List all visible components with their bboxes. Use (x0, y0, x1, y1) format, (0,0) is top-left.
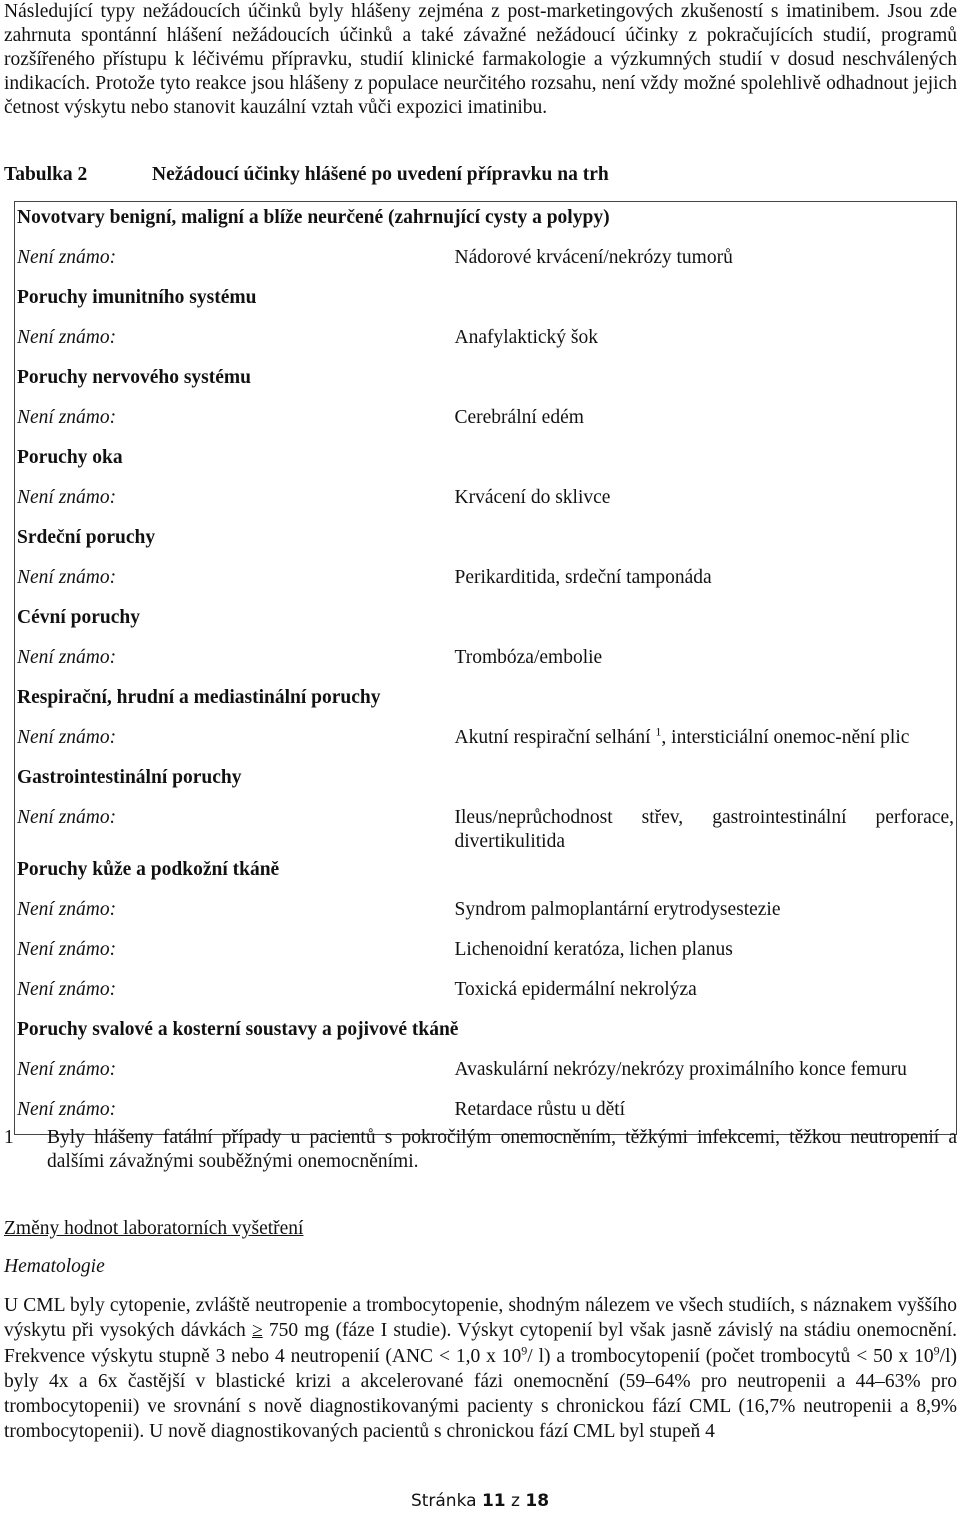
frequency-cell: Není známo: (17, 979, 117, 1000)
table-category-label: Cévní poruchy (17, 607, 140, 628)
table-row (15, 974, 957, 1014)
table-row (15, 562, 957, 602)
subsection-heading: Hematologie (4, 1256, 105, 1277)
effect-cell: Nádorové krvácení/nekrózy tumorů (454, 247, 733, 268)
effect-cell: Cerebrální edém (454, 407, 584, 428)
table-category-label: Poruchy nervového systému (17, 367, 251, 388)
frequency-cell: Není známo: (17, 567, 117, 588)
table-row (15, 934, 957, 974)
table-row (15, 1054, 957, 1094)
table-category-label: Gastrointestinální poruchy (17, 767, 242, 788)
page-number-total: 18 (525, 1491, 550, 1511)
table-row (15, 894, 957, 934)
frequency-cell: Není známo: (17, 1059, 117, 1080)
hematology-paragraph (4, 1293, 957, 1445)
page-number-prefix: Stránka (410, 1491, 477, 1511)
table-number: Tabulka 2 (4, 164, 88, 185)
effect-cell: Avaskulární nekrózy/nekrózy proximálního konce femuru (454, 1059, 907, 1080)
frequency-cell: Není známo: (17, 899, 117, 920)
table-row (15, 322, 957, 362)
table-category-row (15, 362, 957, 402)
table-category-label: Respirační, hrudní a mediastinální poruchy (17, 687, 381, 708)
effect-cell (453, 722, 957, 762)
table-category-row (15, 202, 957, 243)
table-row (15, 482, 957, 522)
frequency-cell: Není známo: (17, 1099, 117, 1120)
frequency-cell: Není známo: (17, 247, 117, 268)
table-caption (4, 163, 609, 187)
table-category-row (15, 522, 957, 562)
table-row (15, 402, 957, 442)
frequency-cell: Není známo: (17, 939, 117, 960)
body-text-1: U CML byly cytopenie, zvláště neutropenie a trombocytopenie, shodným nálezem ve všech studiích, s náznakem vyššího výskytu při vysokých dávkách (4, 1295, 957, 1342)
effect-text-continued: , intersticiální onemoc-nění plic (661, 727, 910, 748)
table-category-label: Novotvary benigní, maligní a blíže neurčené (zahrnující cysty a polypy) (17, 207, 610, 228)
body-sup-1: 9 (521, 1343, 528, 1358)
table-row (15, 642, 957, 682)
effect-cell: Syndrom palmoplantární erytrodysestezie (454, 899, 781, 920)
table-category-label: Poruchy kůže a podkožní tkáně (17, 859, 280, 880)
table-category-label: Poruchy oka (17, 447, 123, 468)
page-number (0, 1489, 960, 1513)
body-text-ge-sign: ≥ (252, 1320, 263, 1342)
frequency-cell: Není známo: (17, 647, 117, 668)
table-category-row (15, 762, 957, 802)
table-category-row (15, 682, 957, 722)
table-category-label: Poruchy svalové a kosterní soustavy a pojivové tkáně (17, 1019, 459, 1040)
table-row (15, 722, 957, 762)
footnote-reference: 1 (655, 724, 662, 739)
frequency-cell: Není známo: (17, 807, 117, 828)
table-category-row (15, 1014, 957, 1054)
body-text-3: / l) a trombocytopenií (počet trombocytů < 50 x 10 (527, 1345, 934, 1367)
table-title: Nežádoucí účinky hlášené po uvedení přípravku na trh (152, 164, 609, 185)
frequency-cell: Není známo: (17, 727, 117, 748)
effect-cell: Lichenoidní keratóza, lichen planus (454, 939, 733, 960)
table-category-label: Srdeční poruchy (17, 527, 156, 548)
table-category-row (15, 282, 957, 322)
table-row (15, 802, 957, 854)
page-number-current: 11 (481, 1491, 506, 1511)
table-category-row (15, 602, 957, 642)
frequency-cell: Není známo: (17, 407, 117, 428)
effect-cell: Anafylaktický šok (454, 327, 599, 348)
adverse-effects-table-body (15, 202, 957, 1135)
table-category-label: Poruchy imunitního systému (17, 287, 257, 308)
effect-cell: Trombóza/embolie (454, 647, 603, 668)
footnote-text: Byly hlášeny fatální případy u pacientů s pokročilým onemocněním, těžkými infekcemi, těžkou neutropenií a dalšími závažnými souběžnými onemocněními. (47, 1127, 957, 1172)
body-sup-2: 9 (933, 1343, 940, 1358)
body-text-4: /l) byly 4x a 6x častější v blastické krizi a akcelerované fázi onemocnění (59–64% pro neutropenii a 44–63% pro trombocytopenii) ve srovnání s nově diagnostikovanými pacienty s chronickou fází CML (16,7% neutropenii a 8,9% trombocytopenii). U nově diagnostikovaných pacientů s chronickou fází CML byl stupeň 4 (4, 1345, 957, 1443)
effect-cell: Retardace růstu u dětí (454, 1099, 626, 1120)
frequency-cell: Není známo: (17, 327, 117, 348)
effect-text: Akutní respirační selhání (454, 727, 656, 748)
table-row (15, 242, 957, 282)
intro-paragraph: Následující typy nežádoucích účinků byly hlášeny zejména z post-marketingových zkušeností s imatinibem. Jsou zde zahrnuta spontánní hlášení nežádoucích účinků a také závažné nežádoucí účinky z pokračujících studií, programů rozšířeného přístupu k léčivému přípravku, studií klinické farmakologie a výzkumných studií v dosud neschválených indikacích. Protože tyto reakce jsou hlášeny z populace neurčitého rozsahu, není vždy možné spolehlivě odhadnout jejich četnost výskytu nebo stanovit kauzální vztah vůči expozici imatinibu. (4, 1, 957, 118)
table-category-row (15, 854, 957, 894)
footnote (4, 1126, 957, 1174)
footnote-marker: 1 (4, 1127, 14, 1148)
frequency-cell: Není známo: (17, 487, 117, 508)
section-heading: Změny hodnot laboratorních vyšetření (4, 1218, 304, 1239)
effect-cell: Krvácení do sklivce (454, 487, 611, 508)
body-text-2: 750 mg (fáze I studie). Výskyt cytopenií byl však jasně závislý na stádiu onemocnění. Frekvence výskytu stupně 3 nebo 4 neutropenií (ANC < 1,0 x 10 (4, 1320, 957, 1367)
adverse-effects-table (14, 201, 957, 1135)
effect-cell: Perikarditida, srdeční tamponáda (454, 567, 712, 588)
page-number-sep: z (511, 1491, 520, 1511)
effect-cell: Toxická epidermální nekrolýza (454, 979, 697, 1000)
table-category-row (15, 442, 957, 482)
effect-cell: Ileus/neprůchodnost střev, gastrointestinální perforace, divertikulitida (454, 807, 954, 852)
